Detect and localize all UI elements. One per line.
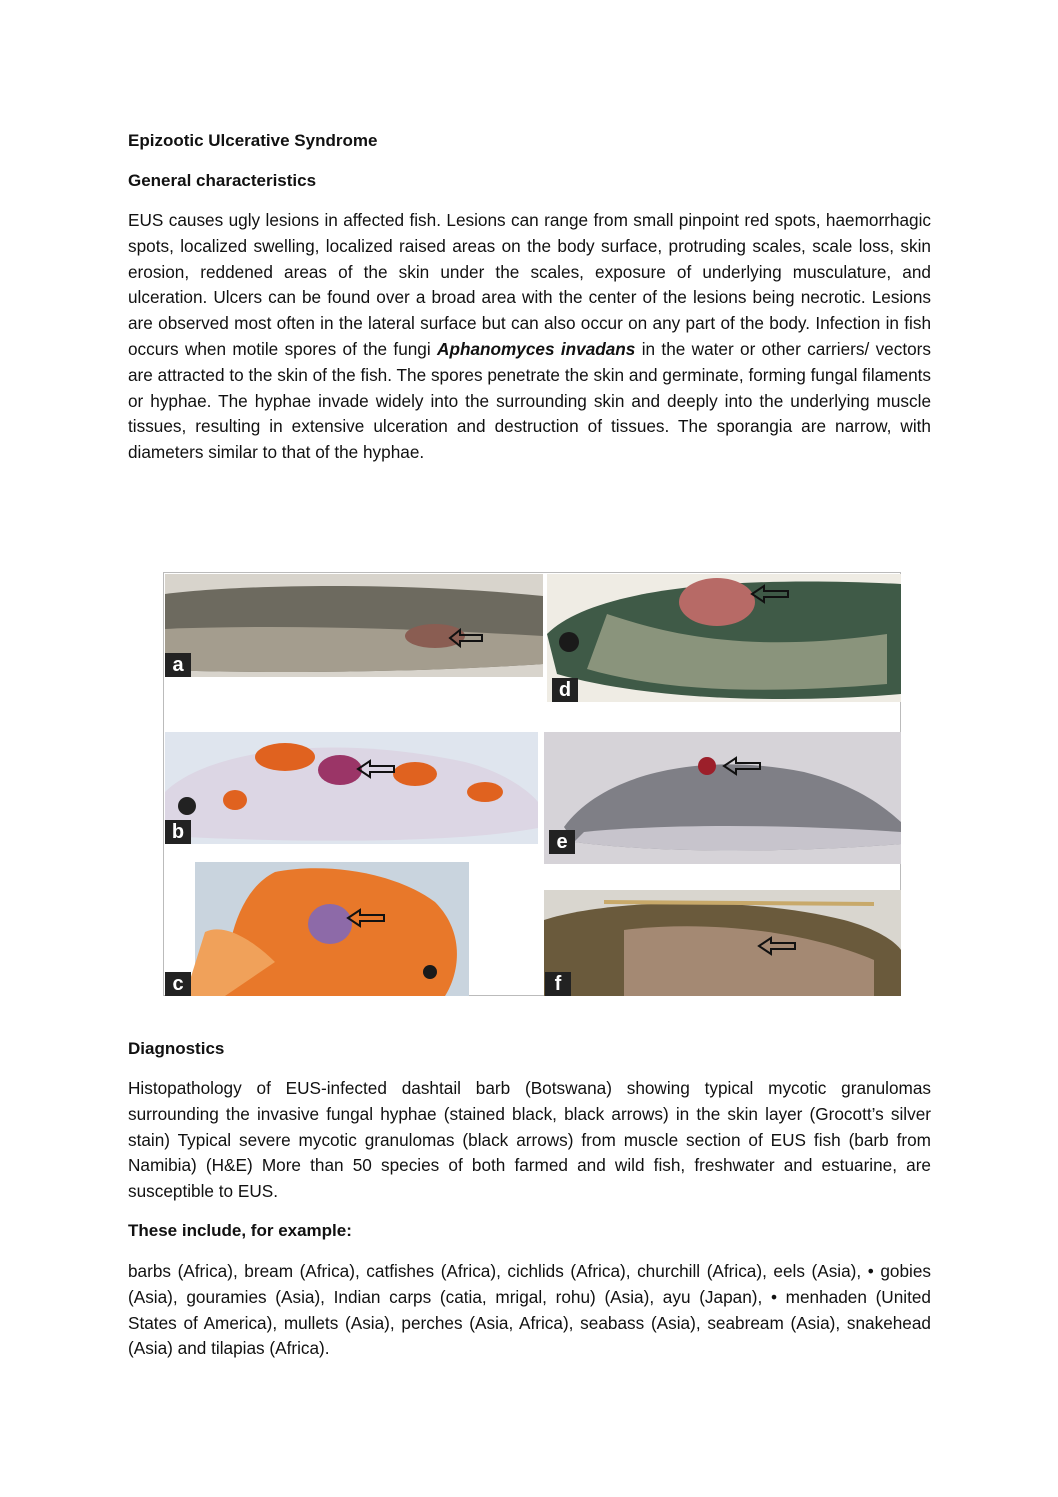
section-heading-examples: These include, for example: bbox=[128, 1221, 352, 1240]
panel-label-d: d bbox=[552, 678, 578, 702]
general-text-start: EUS causes ugly lesions in affected fish. Lesions can range from small pinpoint red spots, haemorrhagic spots, localized swelling, localized raised areas on the body surface, protruding scales, scale loss, skin erosion, reddened areas of the skin under the scales, exposure of underlying musculature, and ulceration. Ulcers can be found over a broad area with the center of the lesions being necrotic. Lesions are observed most often in the lateral surface but can also occur on any part of the body. Infection in fish occurs when motile spores of the fungi bbox=[128, 210, 931, 359]
section-heading-general: General characteristics bbox=[128, 171, 317, 190]
photo-panel-b bbox=[165, 732, 538, 844]
fish-lesion-figure bbox=[163, 572, 901, 996]
general-text-end: in the water or other carriers/ vectors are attracted to the skin of the fish. The spores penetrate the skin and germinate, forming fungal filaments or hyphae. The hyphae invade widely into the surrounding skin and deeply into the underlying muscle tissues, resulting in extensive ulceration and destruction of tissues. The sporangia are narrow, with diameters similar to that of the hyphae. bbox=[128, 338, 931, 463]
document-title: Epizootic Ulcerative Syndrome bbox=[128, 131, 378, 150]
photo-panel-c bbox=[165, 862, 469, 996]
section-heading-diagnostics: Diagnostics bbox=[128, 1039, 225, 1058]
diagnostics-paragraph: Histopathology of EUS-infected dashtail barb (Botswana) showing typical mycotic granulomas surrounding the invasive fungal hyphae (stained black, black arrows) in the skin layer (Grocott’s silver stain) Typical severe mycotic granulomas (black arrows) from muscle section of EUS fish (barb from Namibia) (H&E) More than 50 species of both farmed and wild fish, freshwater and estuarine, are susceptible to EUS. bbox=[128, 1078, 931, 1202]
species-name: Aphanomyces invadans bbox=[437, 338, 636, 359]
panel-label-c: c bbox=[165, 972, 191, 996]
panel-label-f: f bbox=[545, 972, 571, 996]
examples-paragraph: barbs (Africa), bream (Africa), catfishes (Africa), cichlids (Africa), churchill (Africa), eels (Asia), • gobies (Asia), gouramies (Asia), Indian carps (catia, mrigal, rohu) (Asia), ayu (Japan), • menhaden (United States of America), mullets (Asia), perches (Asia, Africa), seabass (Asia), seabream (Asia), snakehead (Asia) and tilapias (Africa). bbox=[128, 1261, 931, 1359]
photo-panel-f bbox=[544, 890, 901, 996]
panel-label-e: e bbox=[549, 830, 575, 854]
panel-label-b: b bbox=[165, 820, 191, 844]
panel-label-a: a bbox=[165, 653, 191, 677]
general-paragraph bbox=[128, 208, 931, 466]
photo-panel-d bbox=[547, 574, 901, 702]
photo-panel-a bbox=[165, 574, 543, 677]
photo-panel-e bbox=[544, 732, 901, 864]
